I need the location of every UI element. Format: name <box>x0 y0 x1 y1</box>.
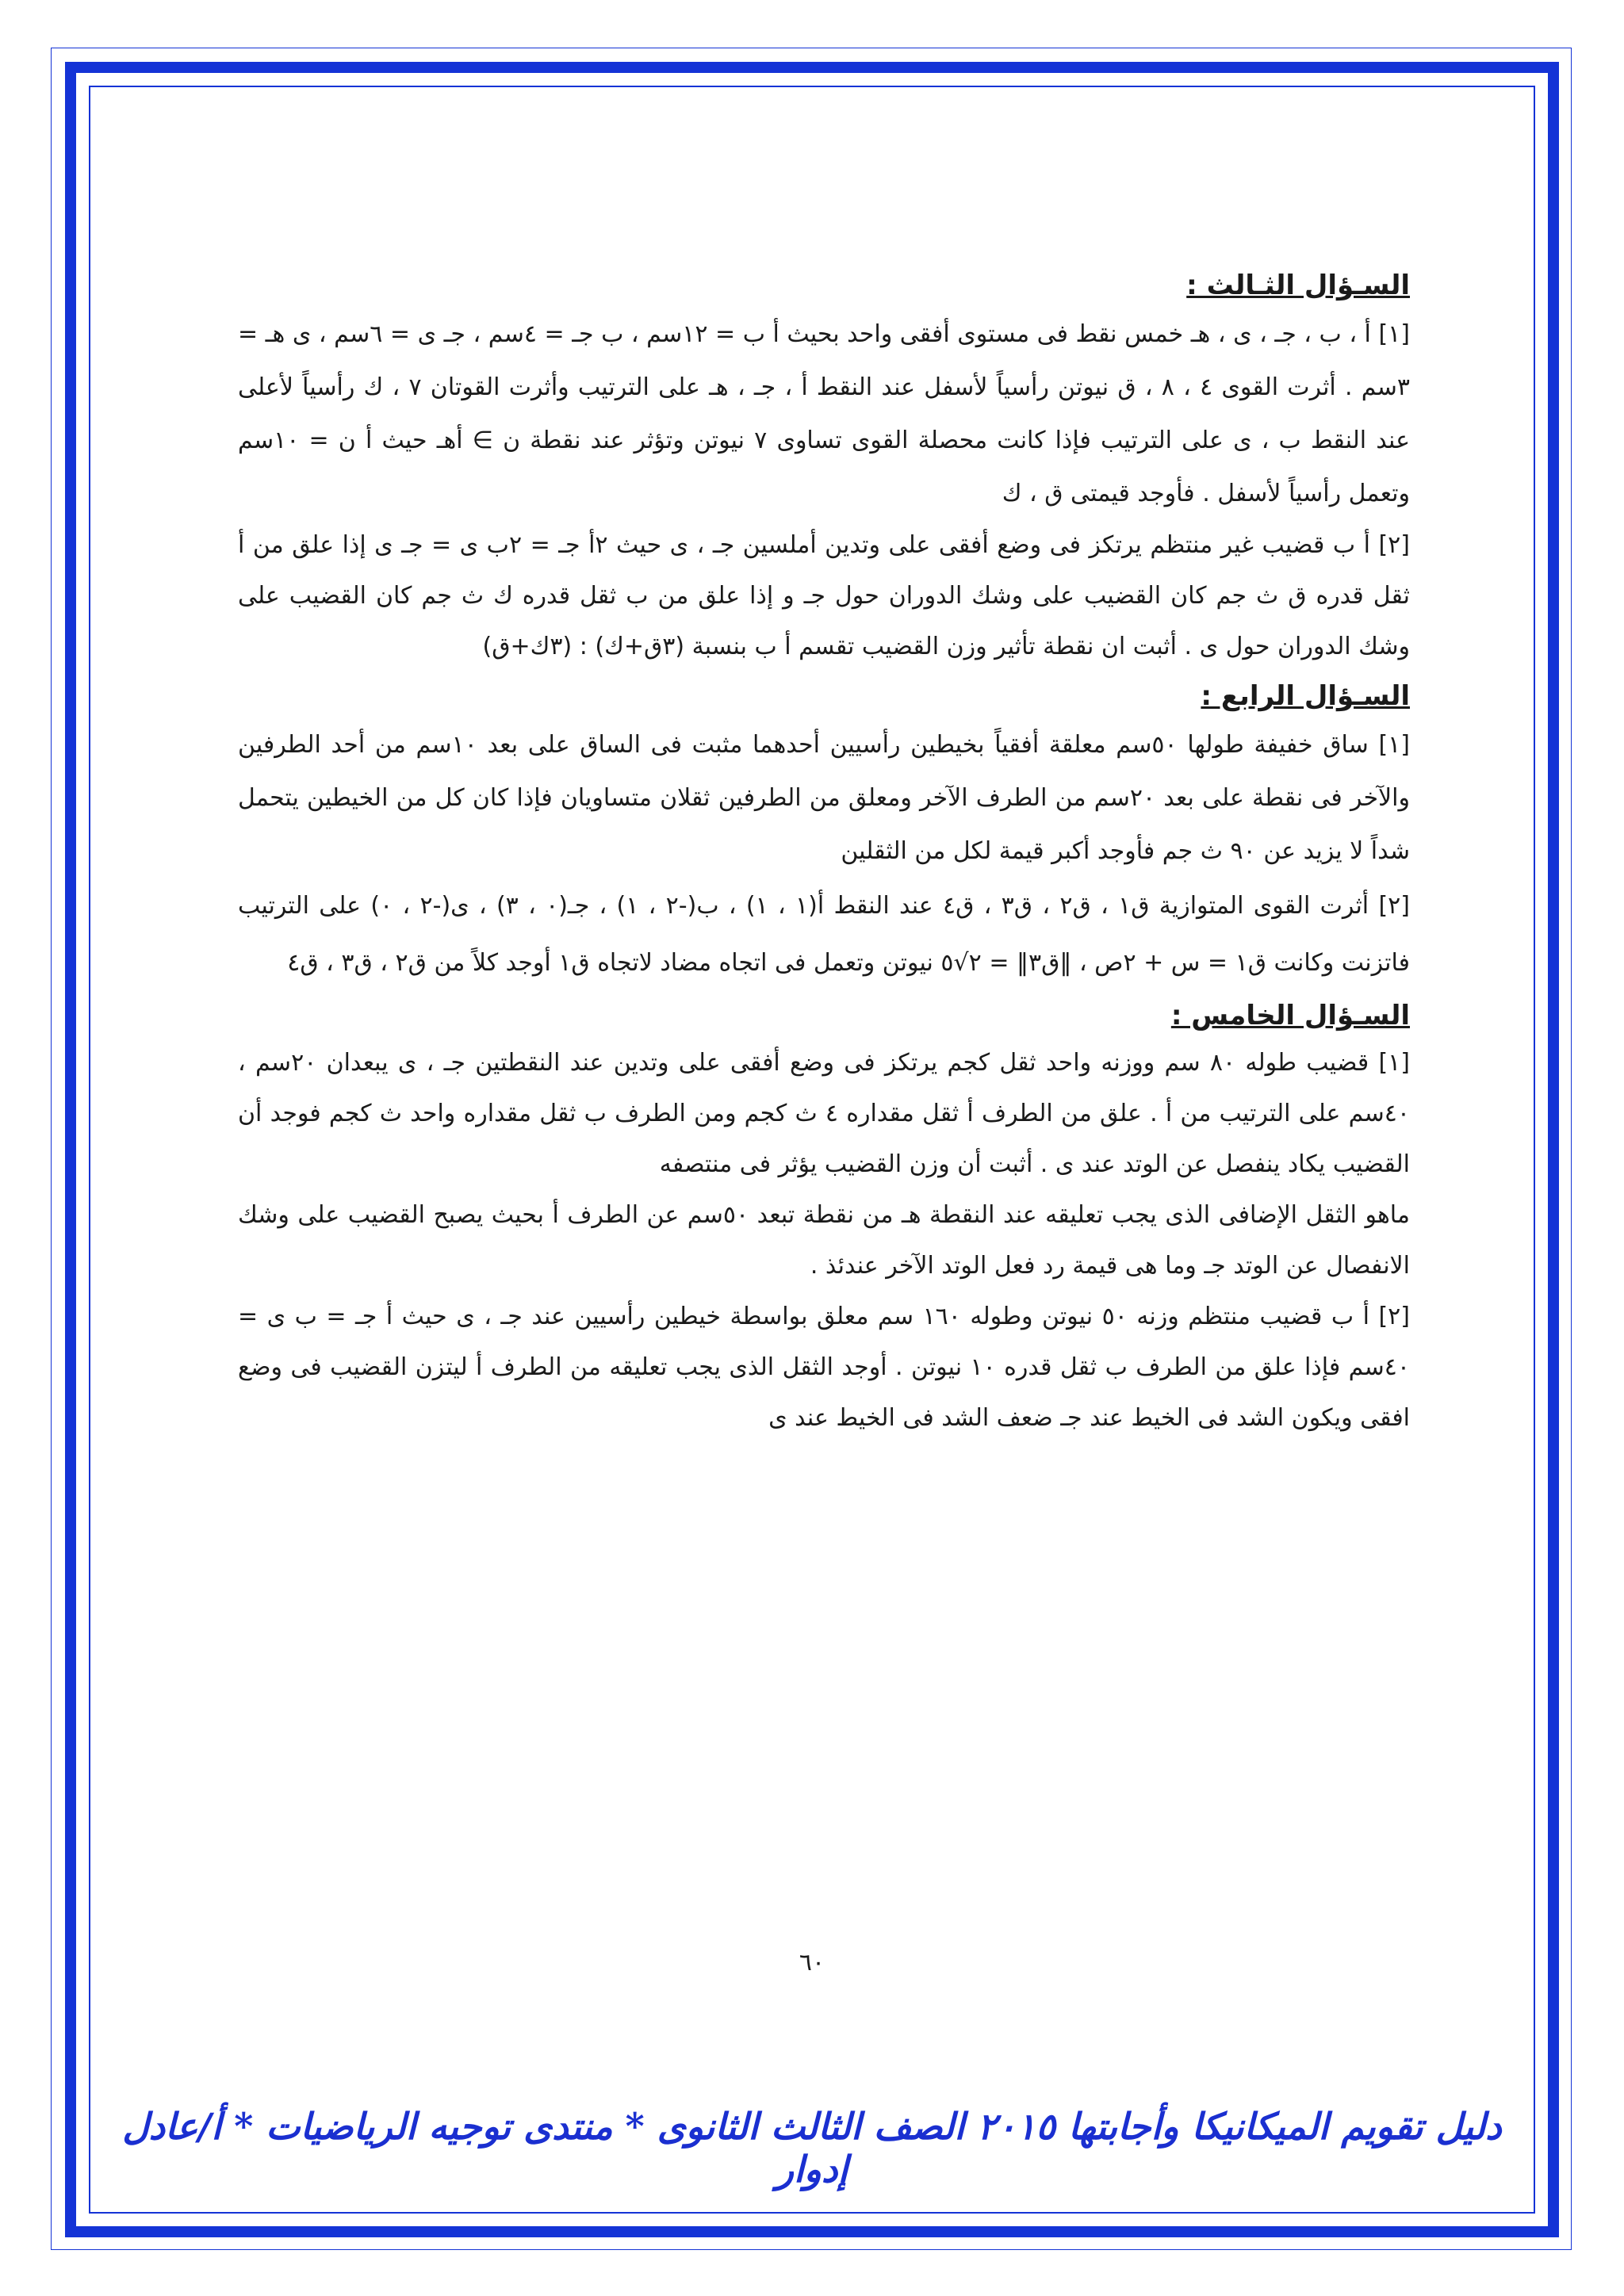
question-4-heading: السـؤال الرابع : <box>1201 680 1410 712</box>
question-4-part-2: [٢] أثرت القوى المتوازية ق١ ، ق٢ ، ق٣ ، ق٤ عند النقط أ(١ ، ١) ، ب(-٢ ، ١) ، جـ(٠ ، ٣) ، ى(-٢ ، ٠) على الترتيب فاتزنت وكانت ق١ = س + ٢ص ، ‖ق٣‖ = ٢√٥ نيوتن وتعمل فى اتجاه مضاد لاتجاه ق١ أوجد كلاً من ق٢ ، ق٣ ، ق٤ <box>238 892 1410 977</box>
question-5-part-1: [١] قضيب طوله ٨٠ سم ووزنه واحد ثقل كجم يرتكز فى وضع أفقى على وتدين عند النقطتين جـ ، ى يبعدان ٢٠سم ، ٤٠سم على الترتيب من أ . علق من الطرف أ ثقل مقداره ٤ ث كجم ومن الطرف ب ثقل مقداره واحد ث كجم فوجد أن القضيب يكاد ينفصل عن الوتد عند ى . أثبت أن وزن القضيب يؤثر فى منتصفه <box>238 1049 1410 1178</box>
question-5-heading: السـؤال الخامس : <box>1170 1000 1410 1031</box>
page-number: ٦٠ <box>799 1949 825 1976</box>
page-content <box>238 262 1410 1444</box>
question-3-heading: السـؤال الثـالث : <box>1186 270 1410 301</box>
question-3-part-2: [٢] أ ب قضيب غير منتظم يرتكز فى وضع أفقى على وتدين أملسين جـ ، ى حيث ٢أ جـ = ٢ب ى = جـ ى إذا علق من أ ثقل قدره ق ث جم كان القضيب على وشك الدوران حول جـ و إذا علق من ب ثقل قدره ك ث جم كان القضيب على وشك الدوران حول ى . أثبت ان نقطة تأثير وزن القضيب تقسم أ ب بنسبة (٣ق+ك) : (٣ك+ق) <box>238 531 1410 660</box>
question-5-part-1-continued: ماهو الثقل الإضافى الذى يجب تعليقه عند النقطة هـ من نقطة تبعد ٥٠سم عن الطرف أ بحيث يصبح القضيب على وشك الانفصال عن الوتد جـ وما هى قيمة رد فعل الوتد الآخر عندئذ . <box>238 1201 1410 1280</box>
footer-title: دليل تقويم الميكانيكا وأجابتها ٢٠١٥ الصف الثالث الثانوى * منتدى توجيه الرياضيات * أ/عادل إدوار <box>122 2105 1502 2191</box>
question-5-part-2: [٢] أ ب قضيب منتظم وزنه ٥٠ نيوتن وطوله ١٦٠ سم معلق بواسطة خيطين رأسيين عند جـ ، ى حيث أ جـ = ب ى = ٤٠سم فإذا علق من الطرف ب ثقل قدره ١٠ نيوتن . أوجد الثقل الذى يجب تعليقه من الطرف أ ليتزن القضيب فى وضع افقى ويكون الشد فى الخيط عند جـ ضعف الشد فى الخيط عند ى <box>238 1303 1410 1432</box>
question-3-part-1: [١] أ ، ب ، جـ ، ى ، هـ خمس نقط فى مستوى أفقى واحد بحيث أ ب = ١٢سم ، ب جـ = ٤سم ، جـ ى = ٦سم ، ى هـ = ٣سم . أثرت القوى ٤ ، ٨ ، ق نيوتن رأسياً لأسفل عند النقط أ ، جـ ، هـ على الترتيب وأثرت القوتان ٧ ، ك رأسياً لأعلى عند النقط ب ، ى على الترتيب فإذا كانت محصلة القوى تساوى ٧ نيوتن وتؤثر عند نقطة ن ∋ أهـ حيث أ ن = ١٠سم وتعمل رأسياً لأسفل . فأوجد قيمتى ق ، ك <box>238 320 1410 507</box>
question-4-part-1: [١] ساق خفيفة طولها ٥٠سم معلقة أفقياً بخيطين رأسيين أحدهما مثبت فى الساق على بعد ١٠سم من أحد الطرفين والآخر فى نقطة على بعد ٢٠سم من الطرف الآخر ومعلق من الطرفين ثقلان متساويان فإذا كان كل من الخيطين يتحمل شداً لا يزيد عن ٩٠ ث جم فأوجد أكبر قيمة لكل من الثقلين <box>238 731 1411 865</box>
